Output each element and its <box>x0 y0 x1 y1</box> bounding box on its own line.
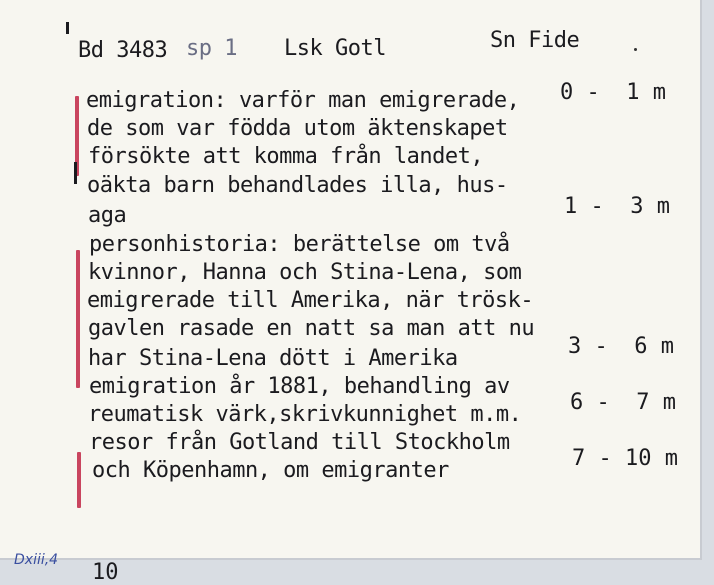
sp-number: sp 1 <box>186 36 237 61</box>
black-margin-tick <box>74 162 77 184</box>
red-margin-bar-2 <box>76 250 80 388</box>
red-margin-bar-3 <box>77 452 81 508</box>
card-line-14: och Köpenhamn, om emigranter <box>92 458 449 483</box>
range-2: 1 - 3 m <box>564 194 670 219</box>
card-line-3: försökte att komma från landet, <box>88 144 484 169</box>
card-line-5: aga <box>88 203 127 228</box>
card-line-12: reumatisk värk,skrivkunnighet m.m. <box>88 402 522 427</box>
card-line-10: har Stina-Lena dött i Amerika <box>88 346 458 371</box>
card-line-2: de som var födda utom äktenskapet <box>87 116 508 141</box>
card-line-1: emigration: varför man emigrerade, <box>86 88 520 113</box>
range-5: 7 - 10 m <box>572 446 678 471</box>
range-3: 3 - 6 m <box>568 334 674 359</box>
lsk-label: Lsk Gotl <box>284 36 386 61</box>
card-line-6: personhistoria: berättelse om två <box>89 232 510 257</box>
range-1: 0 - 1 m <box>560 80 666 105</box>
header-dot <box>634 48 637 51</box>
header-tick-mark <box>66 22 69 34</box>
range-4: 6 - 7 m <box>570 390 676 415</box>
card-line-13: resor från Gotland till Stockholm <box>89 430 510 455</box>
bottom-number-fragment: 10 <box>92 560 119 585</box>
margin-handwritten-note: Dxiii,4 <box>14 552 59 568</box>
card-line-11: emigration år 1881, behandling av <box>89 374 510 399</box>
sn-label: Sn Fide <box>490 28 580 53</box>
card-line-7: kvinnor, Hanna och Stina-Lena, som <box>88 260 522 285</box>
bd-number: Bd 3483 <box>78 38 168 63</box>
card-line-4: oäkta barn behandlades illa, hus- <box>87 173 508 198</box>
card-line-9: gavlen rasade en natt sa man att nu <box>88 316 535 341</box>
card-line-8: emigrerade till Amerika, när trösk- <box>87 288 534 313</box>
